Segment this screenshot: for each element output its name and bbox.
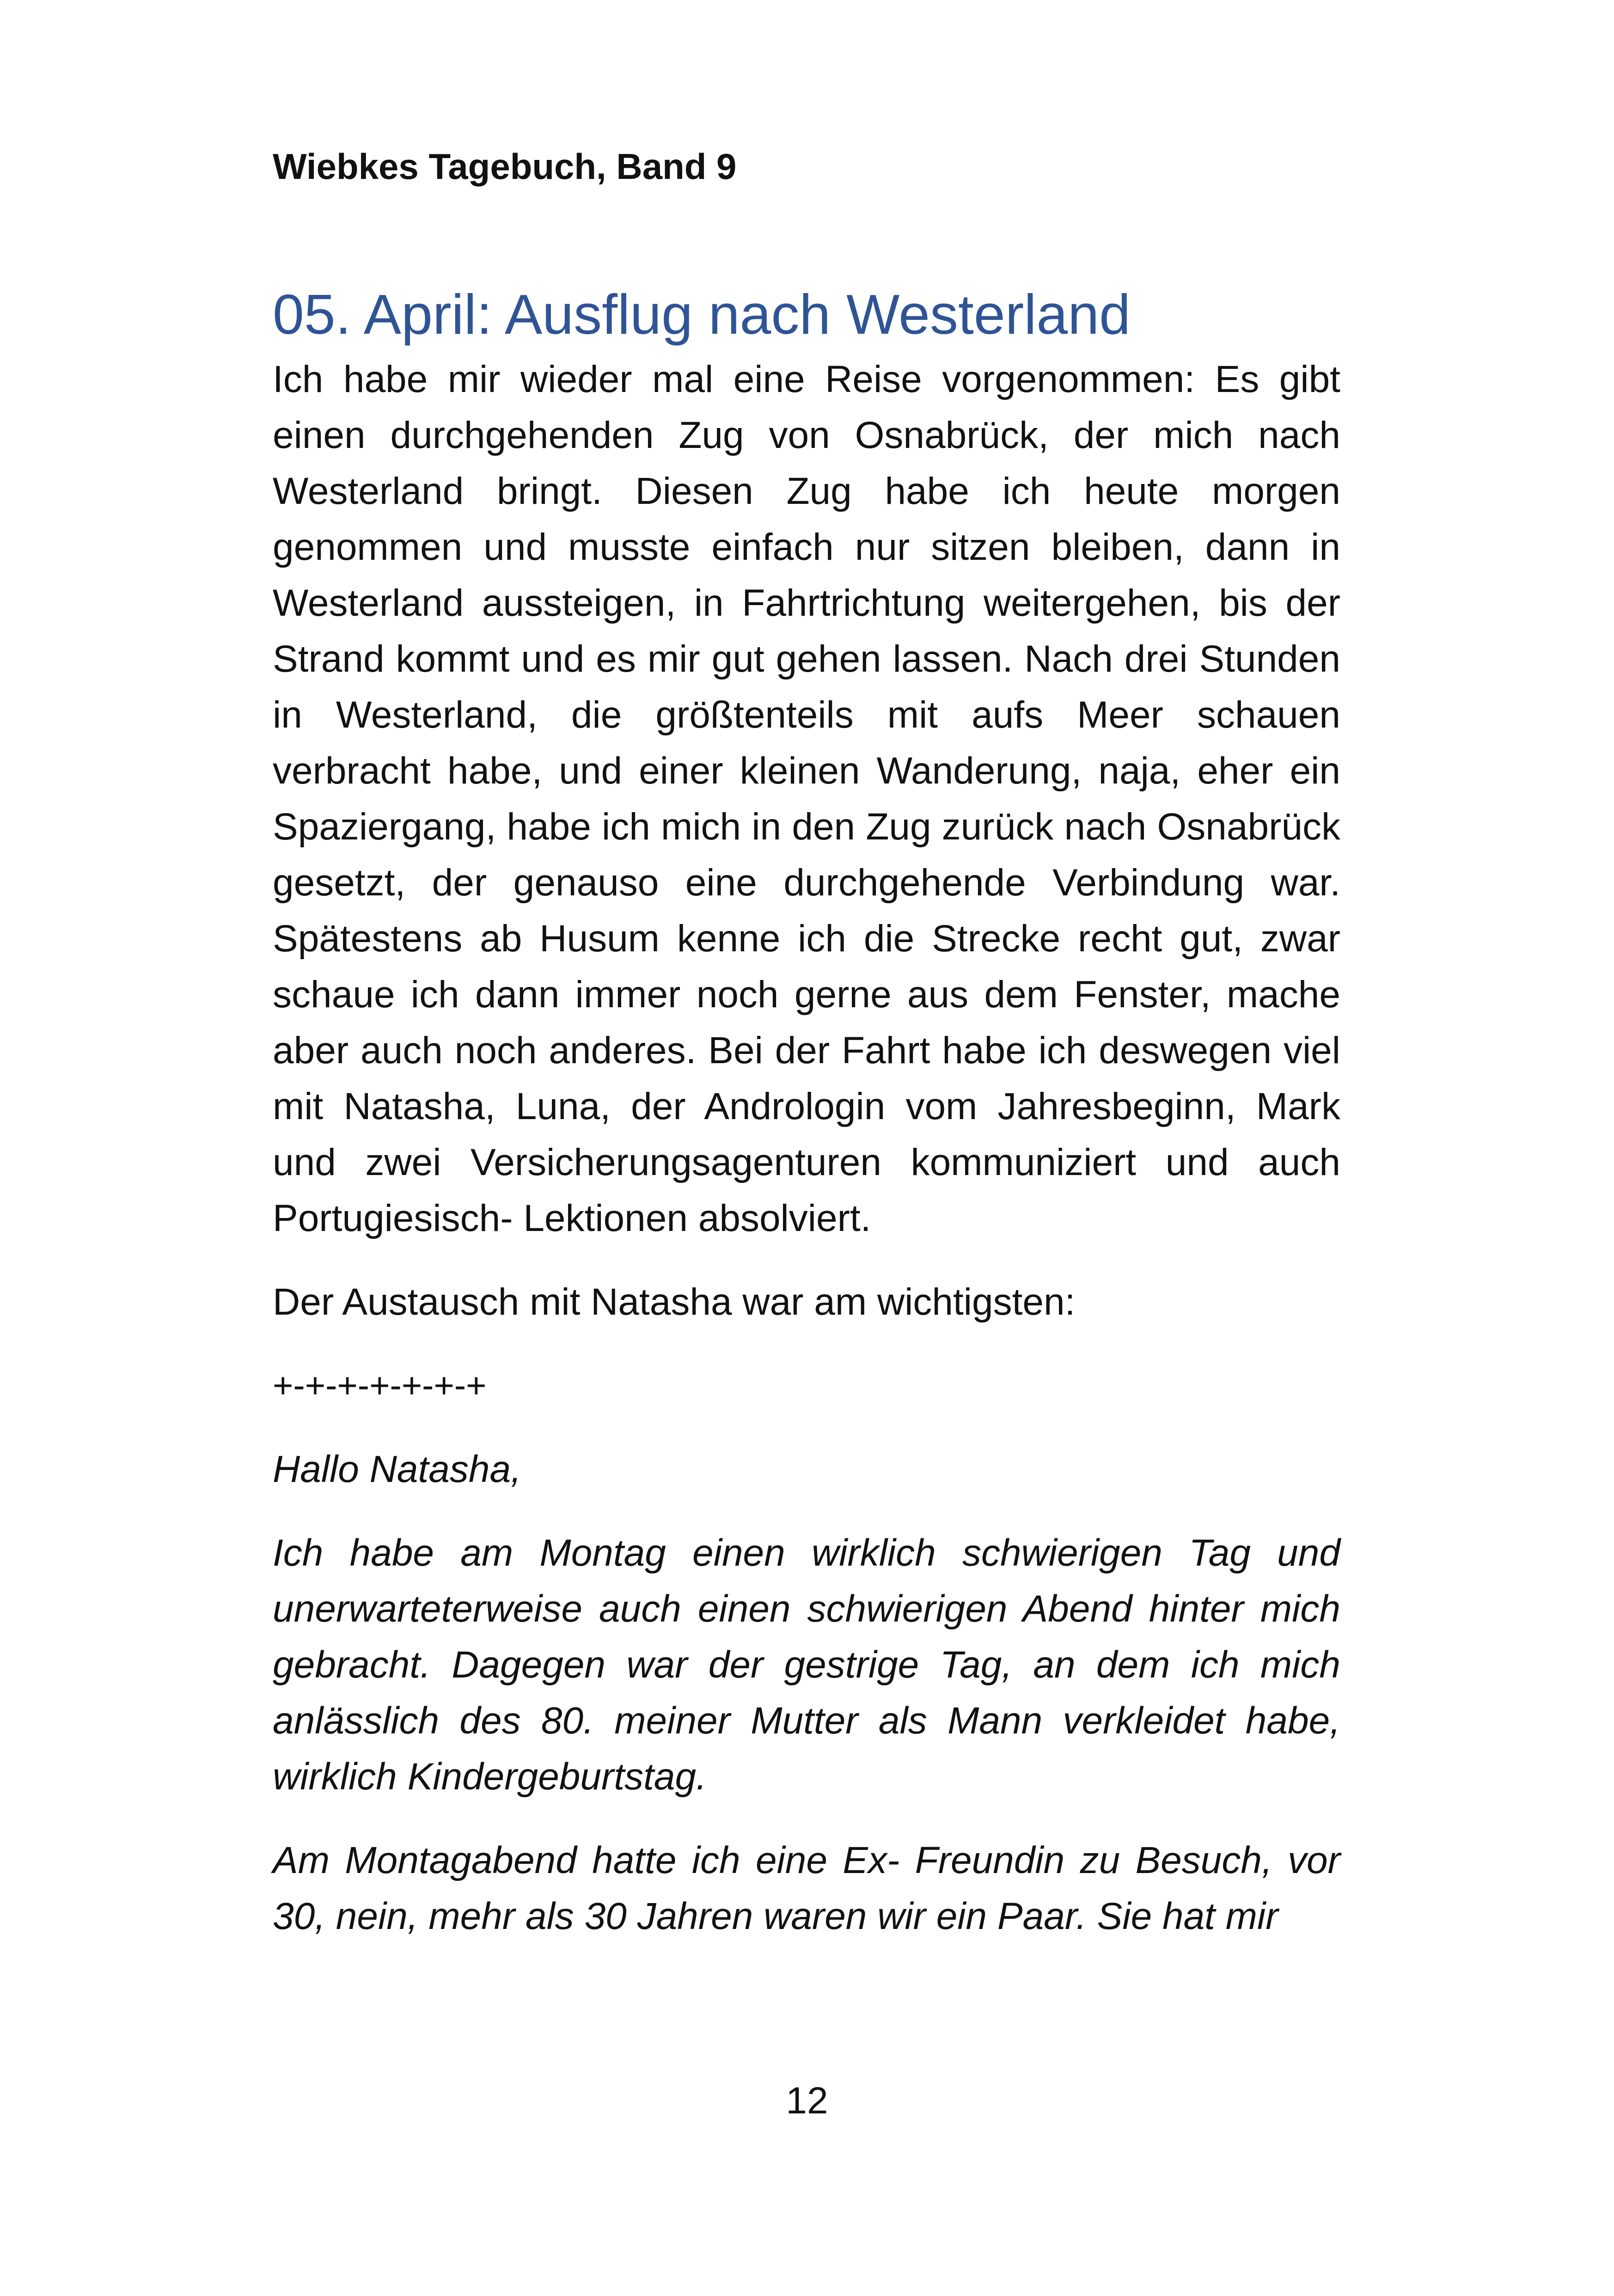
- letter-salutation: Hallo Natasha,: [273, 1448, 521, 1490]
- section-divider: +-+-+-+-+-+-+: [273, 1366, 487, 1405]
- chapter-title: 05. April: Ausflug nach Westerland: [273, 283, 1131, 346]
- letter-paragraph: Am Montagabend hatte ich eine Ex- Freundin zu Besuch, vor 30, nein, mehr als 30 Jahren waren wir ein Paar. Sie hat mir: [273, 1839, 1340, 1937]
- running-header: Wiebkes Tagebuch, Band 9: [273, 146, 737, 187]
- letter-paragraph: Ich habe am Montag einen wirklich schwierigen Tag und unerwarteterweise auch einen schwierigen Abend hinter mich gebracht. Dagegen war der gestrige Tag, an dem ich mich anlässlich des 80. meiner Mutter als Mann verkleidet habe, wirklich Kindergeburtstag.: [273, 1532, 1340, 1798]
- page-content: [273, 277, 1340, 1944]
- page-number: 12: [786, 2080, 828, 2122]
- body-paragraph: Der Austausch mit Natasha war am wichtigsten:: [273, 1281, 1076, 1323]
- body-paragraph: Ich habe mir wieder mal eine Reise vorgenommen: Es gibt einen durchgehenden Zug von Osnabrück, der mich nach Westerland bringt. Diesen Zug habe ich heute morgen genommen und musste einfach nur sitzen bleiben, dann in Westerland aussteigen, in Fahrtrichtung weitergehen, bis der Strand kommt und es mir gut gehen lassen. Nach drei Stunden in Westerland, die größtenteils mit aufs Meer schauen verbracht habe, und einer kleinen Wanderung, naja, eher ein Spaziergang, habe ich mich in den Zug zurück nach Osnabrück gesetzt, der genauso eine durchgehende Verbindung war. Spätestens ab Husum kenne ich die Strecke recht gut, zwar schaue ich dann immer noch gerne aus dem Fenster, mache aber auch noch anderes. Bei der Fahrt habe ich deswegen viel mit Natasha, Luna, der Andrologin vom Jahresbeginn, Mark und zwei Versicherungsagenturen kommuniziert und auch Portugiesisch- Lektionen absolviert.: [273, 358, 1340, 1239]
